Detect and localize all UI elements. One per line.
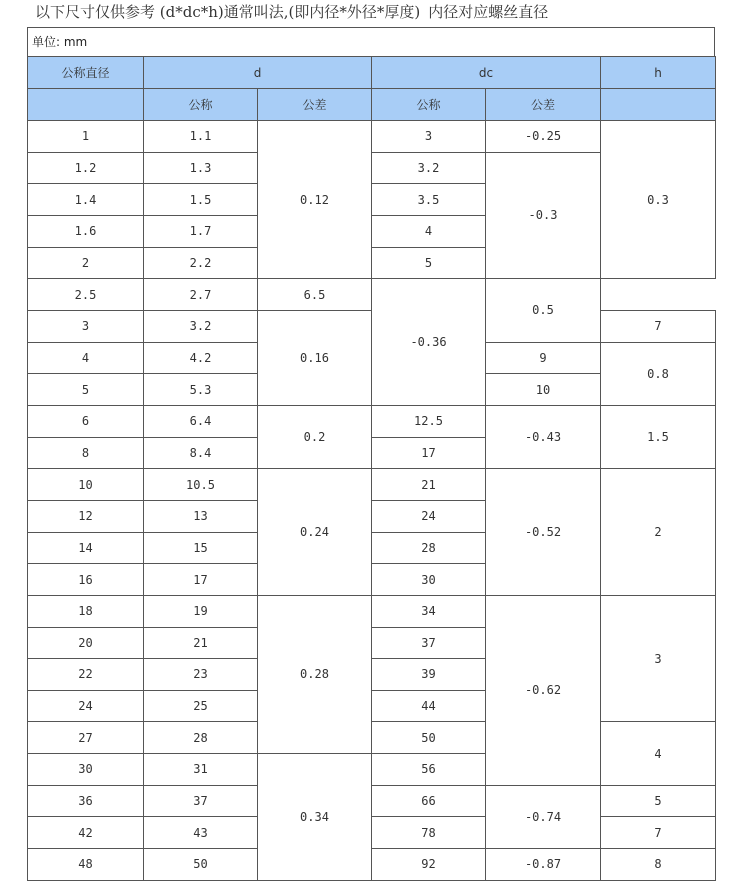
d-tolerance-cell: 0.12 bbox=[258, 121, 372, 279]
dc-nominal-cell: 12.5 bbox=[372, 405, 486, 437]
dc-nominal-cell: 5 bbox=[372, 247, 486, 279]
dc-nominal-cell: 92 bbox=[372, 849, 486, 881]
d-tolerance-cell: 0.2 bbox=[258, 405, 372, 468]
dc-nominal-cell: 6.5 bbox=[258, 279, 372, 311]
d-nominal-cell: 43 bbox=[144, 817, 258, 849]
d-nominal-cell: 19 bbox=[144, 595, 258, 627]
header-dc-nominal: 公称 bbox=[372, 89, 486, 121]
d-nominal-cell: 28 bbox=[144, 722, 258, 754]
header-h: h bbox=[601, 57, 716, 89]
dc-nominal-cell: 3.2 bbox=[372, 152, 486, 184]
dc-nominal-cell: 17 bbox=[372, 437, 486, 469]
d-tolerance-cell: 0.34 bbox=[258, 754, 372, 881]
dc-tolerance-cell: -0.36 bbox=[372, 279, 486, 406]
d-nominal-cell: 1.1 bbox=[144, 121, 258, 153]
dc-nominal-cell: 21 bbox=[372, 469, 486, 501]
d-nominal-cell: 23 bbox=[144, 659, 258, 691]
d-nominal-cell: 21 bbox=[144, 627, 258, 659]
dc-nominal-cell: 3.5 bbox=[372, 184, 486, 216]
h-value-cell: 0.8 bbox=[601, 342, 716, 405]
header-blank bbox=[28, 89, 144, 121]
table-row bbox=[28, 817, 716, 849]
dc-nominal-cell: 37 bbox=[372, 627, 486, 659]
table-row bbox=[28, 722, 716, 754]
nominal-diameter-cell: 24 bbox=[28, 690, 144, 722]
table-row bbox=[28, 595, 716, 627]
d-nominal-cell: 31 bbox=[144, 754, 258, 786]
dc-nominal-cell: 66 bbox=[372, 785, 486, 817]
dc-nominal-cell: 10 bbox=[486, 374, 601, 406]
nominal-diameter-cell: 3 bbox=[28, 310, 144, 342]
header-d: d bbox=[144, 57, 372, 89]
nominal-diameter-cell: 1.6 bbox=[28, 215, 144, 247]
dc-tolerance-cell: -0.25 bbox=[486, 121, 601, 153]
dc-tolerance-cell: -0.3 bbox=[486, 152, 601, 279]
dc-tolerance-cell: -0.87 bbox=[486, 849, 601, 881]
nominal-diameter-cell: 1 bbox=[28, 121, 144, 153]
table-row bbox=[28, 785, 716, 817]
dc-tolerance-cell: -0.74 bbox=[486, 785, 601, 848]
nominal-diameter-cell: 10 bbox=[28, 469, 144, 501]
nominal-diameter-cell: 22 bbox=[28, 659, 144, 691]
dc-nominal-cell: 34 bbox=[372, 595, 486, 627]
table-row bbox=[28, 849, 716, 881]
h-value-cell: 7 bbox=[601, 817, 716, 849]
d-nominal-cell: 1.5 bbox=[144, 184, 258, 216]
dc-nominal-cell: 44 bbox=[372, 690, 486, 722]
h-value-cell: 4 bbox=[601, 722, 716, 785]
dc-nominal-cell: 4 bbox=[372, 215, 486, 247]
h-value-cell: 1.5 bbox=[601, 405, 716, 468]
nominal-diameter-cell: 2.5 bbox=[28, 279, 144, 311]
d-nominal-cell: 17 bbox=[144, 564, 258, 596]
dc-nominal-cell: 7 bbox=[601, 310, 716, 342]
header-d-tolerance: 公差 bbox=[258, 89, 372, 121]
nominal-diameter-cell: 30 bbox=[28, 754, 144, 786]
dc-nominal-cell: 78 bbox=[372, 817, 486, 849]
dc-nominal-cell: 24 bbox=[372, 500, 486, 532]
nominal-diameter-cell: 12 bbox=[28, 500, 144, 532]
d-nominal-cell: 13 bbox=[144, 500, 258, 532]
title-suffix: 内径对应螺丝直径 bbox=[428, 3, 549, 21]
nominal-diameter-cell: 1.2 bbox=[28, 152, 144, 184]
d-tolerance-cell: 0.16 bbox=[258, 310, 372, 405]
header-dc: dc bbox=[372, 57, 601, 89]
header-blank bbox=[601, 89, 716, 121]
dc-nominal-cell: 9 bbox=[486, 342, 601, 374]
nominal-diameter-cell: 36 bbox=[28, 785, 144, 817]
dc-nominal-cell: 56 bbox=[372, 754, 486, 786]
h-value-cell: 0.5 bbox=[486, 279, 601, 342]
table-row bbox=[28, 469, 716, 501]
dc-tolerance-cell: -0.52 bbox=[486, 469, 601, 596]
d-tolerance-cell: 0.28 bbox=[258, 595, 372, 753]
dc-tolerance-cell: -0.43 bbox=[486, 405, 601, 468]
d-nominal-cell: 1.3 bbox=[144, 152, 258, 184]
h-value-cell: 2 bbox=[601, 469, 716, 596]
nominal-diameter-cell: 2 bbox=[28, 247, 144, 279]
nominal-diameter-cell: 18 bbox=[28, 595, 144, 627]
dc-nominal-cell: 28 bbox=[372, 532, 486, 564]
d-nominal-cell: 50 bbox=[144, 849, 258, 881]
h-value-cell: 3 bbox=[601, 595, 716, 722]
d-nominal-cell: 2.7 bbox=[144, 279, 258, 311]
table-row bbox=[28, 121, 716, 153]
header-d-nominal: 公称 bbox=[144, 89, 258, 121]
d-nominal-cell: 15 bbox=[144, 532, 258, 564]
d-nominal-cell: 5.3 bbox=[144, 374, 258, 406]
dc-nominal-cell: 30 bbox=[372, 564, 486, 596]
page-title bbox=[27, 0, 715, 26]
nominal-diameter-cell: 6 bbox=[28, 405, 144, 437]
table-row bbox=[28, 279, 716, 311]
h-value-cell: 5 bbox=[601, 785, 716, 817]
dc-nominal-cell: 39 bbox=[372, 659, 486, 691]
nominal-diameter-cell: 5 bbox=[28, 374, 144, 406]
header-row-top bbox=[28, 57, 716, 89]
unit-label: 单位: mm bbox=[27, 27, 715, 56]
d-nominal-cell: 37 bbox=[144, 785, 258, 817]
nominal-diameter-cell: 1.4 bbox=[28, 184, 144, 216]
d-nominal-cell: 4.2 bbox=[144, 342, 258, 374]
h-value-cell: 8 bbox=[601, 849, 716, 881]
nominal-diameter-cell: 42 bbox=[28, 817, 144, 849]
dc-tolerance-cell: -0.62 bbox=[486, 595, 601, 785]
header-row-sub bbox=[28, 89, 716, 121]
nominal-diameter-cell: 4 bbox=[28, 342, 144, 374]
header-nominal-diameter: 公称直径 bbox=[28, 57, 144, 89]
washer-spec-table bbox=[27, 56, 716, 881]
nominal-diameter-cell: 27 bbox=[28, 722, 144, 754]
d-nominal-cell: 8.4 bbox=[144, 437, 258, 469]
d-nominal-cell: 2.2 bbox=[144, 247, 258, 279]
dc-nominal-cell: 50 bbox=[372, 722, 486, 754]
dc-nominal-cell: 3 bbox=[372, 121, 486, 153]
h-value-cell: 0.3 bbox=[601, 121, 716, 279]
d-nominal-cell: 3.2 bbox=[144, 310, 258, 342]
d-tolerance-cell: 0.24 bbox=[258, 469, 372, 596]
d-nominal-cell: 1.7 bbox=[144, 215, 258, 247]
header-dc-tolerance: 公差 bbox=[486, 89, 601, 121]
d-nominal-cell: 10.5 bbox=[144, 469, 258, 501]
nominal-diameter-cell: 48 bbox=[28, 849, 144, 881]
nominal-diameter-cell: 14 bbox=[28, 532, 144, 564]
nominal-diameter-cell: 16 bbox=[28, 564, 144, 596]
d-nominal-cell: 6.4 bbox=[144, 405, 258, 437]
nominal-diameter-cell: 20 bbox=[28, 627, 144, 659]
title-prefix: 以下尺寸仅供参考 (d*dc*h)通常叫法,(即内径*外径*厚度) bbox=[35, 3, 421, 21]
nominal-diameter-cell: 8 bbox=[28, 437, 144, 469]
table-row bbox=[28, 405, 716, 437]
d-nominal-cell: 25 bbox=[144, 690, 258, 722]
